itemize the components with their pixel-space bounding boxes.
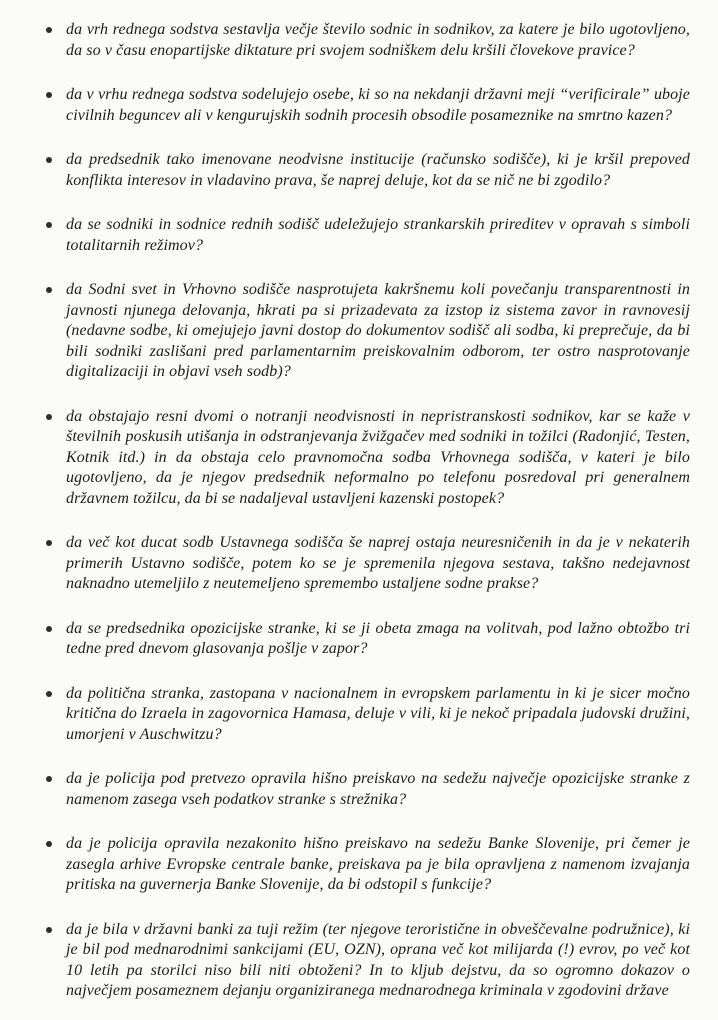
bullet-icon	[46, 626, 52, 632]
list-item	[46, 150, 690, 191]
bullet-text: da več kot ducat sodb Ustavnega sodišča še naprej ostaja neuresničenih in da je v nekaterih primerih Ustavno sodišče, potem ko se je spremenila njegova sestava, takšno nedejavnost naknadno utemeljilo z neutemeljeno spremembo ustaljene sodne prakse?	[66, 534, 690, 592]
list-item	[46, 920, 690, 1002]
list-item	[46, 215, 690, 256]
list-item	[46, 684, 690, 746]
list-item	[46, 769, 690, 810]
bullet-icon	[46, 414, 52, 420]
bullet-text: da politična stranka, zastopana v nacionalnem in evropskem parlamentu in ki je sicer močno kritična do Izraela in zagovornica Hamasa, deluje v vili, ki je nekoč pripadala judovski družini, umorjeni v Auschwitzu?	[66, 684, 690, 743]
bullet-text: da obstajajo resni dvomi o notranji neodvisnosti in nepristranskosti sodnikov, kar se kaže v številnih poskusih utišanja in odstranjevanja žvižgačev med sodniki in tožilci (Radonjić, Testen, Kotnik itd.) in da obstaja celo pravnomočna sodba Vrhovnega sodišča, v kateri je bilo ugotovljeno, da je njegov predsednik neformalno po telefonu posredoval pri generalnem državnem tožilcu, da bi se nadaljeval ustavljeni kazenski postopek?	[66, 407, 690, 507]
bullet-icon	[46, 157, 52, 163]
bullet-text: da je bila v državni banki za tuji režim (ter njegove teroristične in obveščevalne podružnice), ki je bil pod mednarodnimi sankcijami (EU, OZN), oprana več kot milijarda (!) evrov, po več kot 10 letih pa storilci niso bili niti obtoženi? In to kljub dejstvu, da so ogromno dokazov o največjem posameznem dejanju organiziranega mednarodnega kriminala v zgodovini države	[66, 920, 690, 999]
bullet-icon	[46, 841, 52, 847]
bullet-text: da se sodniki in sodnice rednih sodišč udeležujejo strankarskih prireditev v opravah s simboli totalitarnih režimov?	[66, 216, 690, 254]
list-item	[46, 619, 690, 660]
bullet-icon	[46, 92, 52, 98]
bullet-text: da Sodni svet in Vrhovno sodišče nasprotujeta kakršnemu koli povečanju transparentnosti in javnosti njunega delovanja, hkrati pa si prizadevata za izstop iz sistema zavor in ravnovesij (nedavne sodbe, ki omejujejo javni dostop do dokumentov sodišč ali sodba, ki preprečuje, da bi bili sodniki zaslišani pred parlamentarnim preiskovalnim odborom, ter ostro nasprotovanje digitalizaciji in objavi vseh sodb)?	[66, 281, 690, 380]
bullet-text: da v vrhu rednega sodstva sodelujejo osebe, ki so na nekdanji državni meji “verificirale” uboje civilnih beguncev ali v kengurujskih sodnih procesih obsodile posameznike na smrtno kazen?	[66, 86, 690, 124]
bullet-icon	[46, 27, 52, 33]
bullet-icon	[46, 222, 52, 228]
bullet-text: da je policija opravila nezakonito hišno preiskavo na sedežu Banke Slovenije, pri čemer je zasegla arhive Evropske centrale banke, preiskava pa je bila opravljena z namenom izvajanja pritiska na guvernerja Banke Slovenije, da bi odstopil s funkcije?	[66, 835, 690, 893]
bullet-text: da vrh rednega sodstva sestavlja večje število sodnic in sodnikov, za katere je bilo ugotovljeno, da so v času enopartijske diktature pri svojem sodniškem delu kršili človekove pravice?	[66, 21, 690, 59]
bullet-text: da je policija pod pretvezo opravila hišno preiskavo na sedežu največje opozicijske stranke z namenom zasega vseh podatkov stranke s strežnika?	[66, 770, 690, 808]
bullet-icon	[46, 927, 52, 933]
bullet-icon	[46, 691, 52, 697]
list-item	[46, 834, 690, 896]
list-item	[46, 533, 690, 595]
list-item	[46, 85, 690, 126]
bullet-text: da predsednik tako imenovane neodvisne institucije (računsko sodišče), ki je kršil prepoved konflikta interesov in vladavino prava, še naprej deluje, kot da se nič ne bi zgodilo?	[66, 151, 690, 189]
list-item	[46, 280, 690, 383]
bullet-list	[46, 20, 690, 1002]
bullet-icon	[46, 540, 52, 546]
bullet-text: da se predsednika opozicijske stranke, ki se ji obeta zmaga na volitvah, pod lažno obtožbo tri tedne pred dnevom glasovanja pošlje v zapor?	[66, 619, 690, 657]
list-item	[46, 20, 690, 61]
bullet-icon	[46, 287, 52, 293]
bullet-icon	[46, 776, 52, 782]
list-item	[46, 407, 690, 510]
